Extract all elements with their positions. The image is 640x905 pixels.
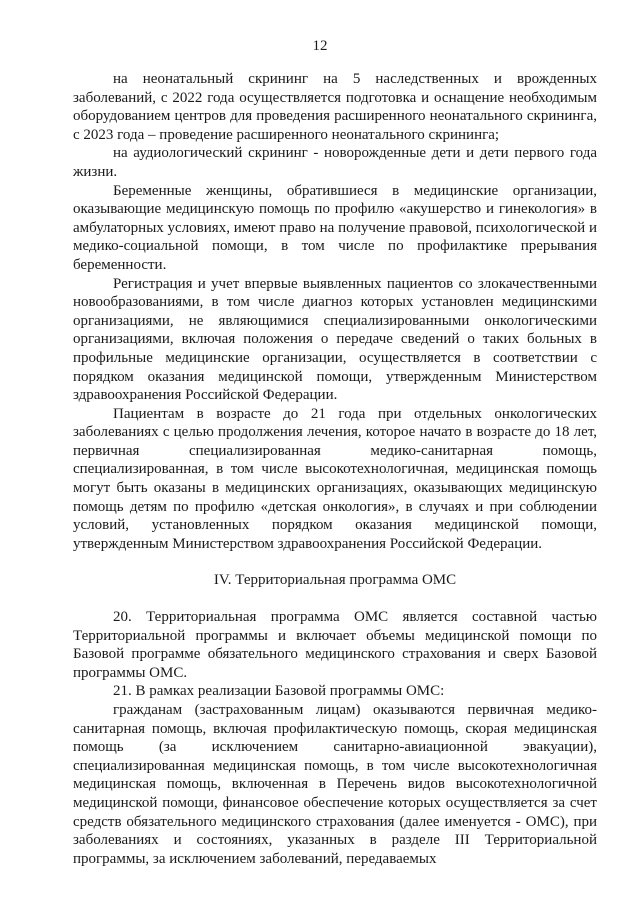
paragraph-neonatal-screening: на неонатальный скрининг на 5 наследственных и врожденных заболеваний, с 2022 года осуществляется подготовка и оснащение необходимым оборудованием центров для проведения расширенного неонатального скрининга, с 2023 года – проведение расширенного неонатального скрининга; [73,71,597,143]
paragraph-oncology-registration: Регистрация и учет впервые выявленных пациентов со злокачественными новообразованиями, в том числе диагноз которых установлен медицинскими организациями, не являющимися специализированными онкологическими организациями, включая положения о передаче сведений о таких больных в профильные медицинские организации, осуществляется в соответствии с порядком оказания медицинской помощи, утвержденным Министерством здравоохранения Российской Федерации. [73,275,597,404]
section-heading: IV. Территориальная программа ОМС [213,572,457,589]
page-number: 12 [312,38,328,54]
paragraph-insured-citizens: гражданам (застрахованным лицам) оказываются первичная медико-санитарная помощь, включая профилактическую помощь, скорая медицинская помощь (за исключением санитарно-авиационной эвакуации), специализированная медицинская помощь, в том числе высокотехнологичная медицинская помощь, включенная в Перечень видов высокотехнологичной медицинской помощи, финансовое обеспечение которых осуществляется за счет средств обязательного медицинского страхования (далее именуется - ОМС), при заболеваниях и состояниях, указанных в разделе III Территориальной программы, за исключением заболеваний, передаваемых [73,702,597,867]
paragraph-audiology-screening: на аудиологический скрининг - новорожденные дети и дети первого года жизни. [73,145,597,180]
paragraph-item-21: 21. В рамках реализации Базовой программы ОМС: [113,683,445,700]
paragraph-pregnant-women: Беременные женщины, обратившиеся в медицинские организации, оказывающие медицинскую помощь по профилю «акушерство и гинекология» в амбулаторных условиях, имеют право на получение правовой, психологической и медико-социальной помощи, в том числе по профилактике прерывания беременности. [73,182,597,273]
document-body [73,70,597,868]
paragraph-item-20: 20. Территориальная программа ОМС является составной частью Территориальной программы и включает объемы медицинской помощи по Базовой программе обязательного медицинского страхования и сверх Базовой программы ОМС. [73,609,597,681]
paragraph-oncology-under-21: Пациентам в возрасте до 21 года при отдельных онкологических заболеваниях с целью продолжения лечения, которое начато в возрасте до 18 лет, первичная специализированная медико-санитарная помощь, специализированная, в том числе высокотехнологичная, медицинская помощь могут быть оказаны в медицинских организациях, оказывающих медицинскую помощь детям по профилю «детская онкология», в случаях и при соблюдении условий, установленных порядком оказания медицинской помощи, утвержденным Министерством здравоохранения Российской Федерации. [73,405,597,552]
